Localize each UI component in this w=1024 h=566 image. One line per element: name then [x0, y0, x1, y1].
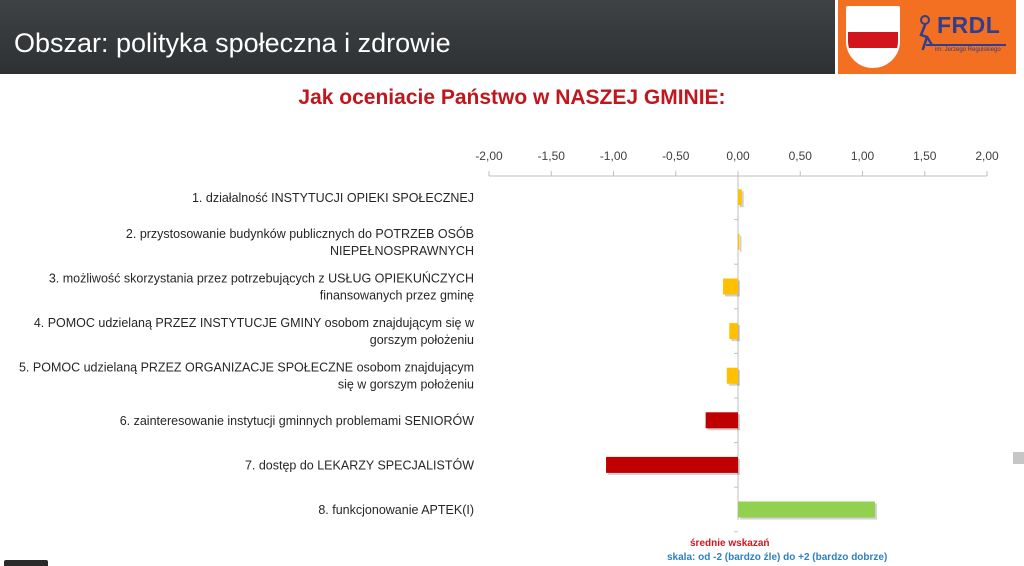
bar	[738, 502, 875, 518]
x-tick-label: -0,50	[662, 149, 690, 163]
brand-logo-text: FRDL	[937, 12, 1001, 38]
x-tick-label: 1,50	[913, 149, 937, 163]
footnote-averages: średnie wskazań	[690, 538, 770, 549]
brand-subtitle: im. Jerzego Regulskiego	[935, 47, 1001, 53]
slide-title: Obszar: polityka społeczna i zdrowie	[14, 28, 451, 58]
bar	[727, 368, 738, 384]
category-label: się w gorszym położeniu	[337, 377, 474, 392]
footnote-scale: skala: od -2 (bardzo źle) do +2 (bardzo dobrze)	[667, 552, 888, 563]
category-label: NIEPEŁNOSPRAWNYCH	[329, 243, 474, 258]
category-label: finansowanych przez gminę	[319, 288, 474, 303]
bar	[738, 189, 742, 205]
bar	[606, 457, 738, 473]
chart-title: Jak oceniacie Państwo w NASZEJ GMINIE:	[298, 86, 726, 109]
category-label: gorszym położeniu	[369, 333, 474, 348]
taskbar-fragment	[4, 560, 48, 566]
x-tick-label: -1,50	[537, 149, 565, 163]
bar	[706, 412, 738, 428]
category-label: 6. zainteresowanie instytucji gminnych problemami SENIORÓW	[119, 413, 474, 428]
x-tick-label: -2,00	[475, 149, 503, 163]
bar-shadow	[740, 236, 742, 252]
bar	[723, 279, 738, 295]
x-tick-label: 1,00	[850, 149, 875, 163]
x-tick-label: 0,50	[788, 149, 812, 163]
bar	[729, 323, 738, 339]
category-label: 7. dostęp do LEKARZY SPECJALISTÓW	[244, 458, 474, 473]
category-label: 2. przystosowanie budynków publicznych do POTRZEB OSÓB	[125, 226, 474, 241]
scroll-handle[interactable]	[1013, 452, 1024, 464]
category-label: 4. POMOC udzielaną PRZEZ INSTYTUCJE GMINY osobom znajdującym się w	[33, 316, 474, 331]
category-label: 8. funkcjonowanie APTEK(I)	[318, 503, 474, 517]
x-tick-label: -1,00	[599, 149, 628, 163]
x-tick-label: 0,00	[726, 149, 750, 163]
category-label: 3. możliwość skorzystania przez potrzebujących z USŁUG OPIEKUŃCZYCH	[48, 271, 474, 286]
category-label: 5. POMOC udzielaną PRZEZ ORGANIZACJE SPOŁECZNE osobom znajdującym	[18, 360, 474, 375]
category-label: 1. działalność INSTYTUCJI OPIEKI SPOŁECZNEJ	[191, 190, 474, 205]
bar	[738, 234, 740, 250]
x-tick-label: 2,00	[975, 149, 999, 163]
